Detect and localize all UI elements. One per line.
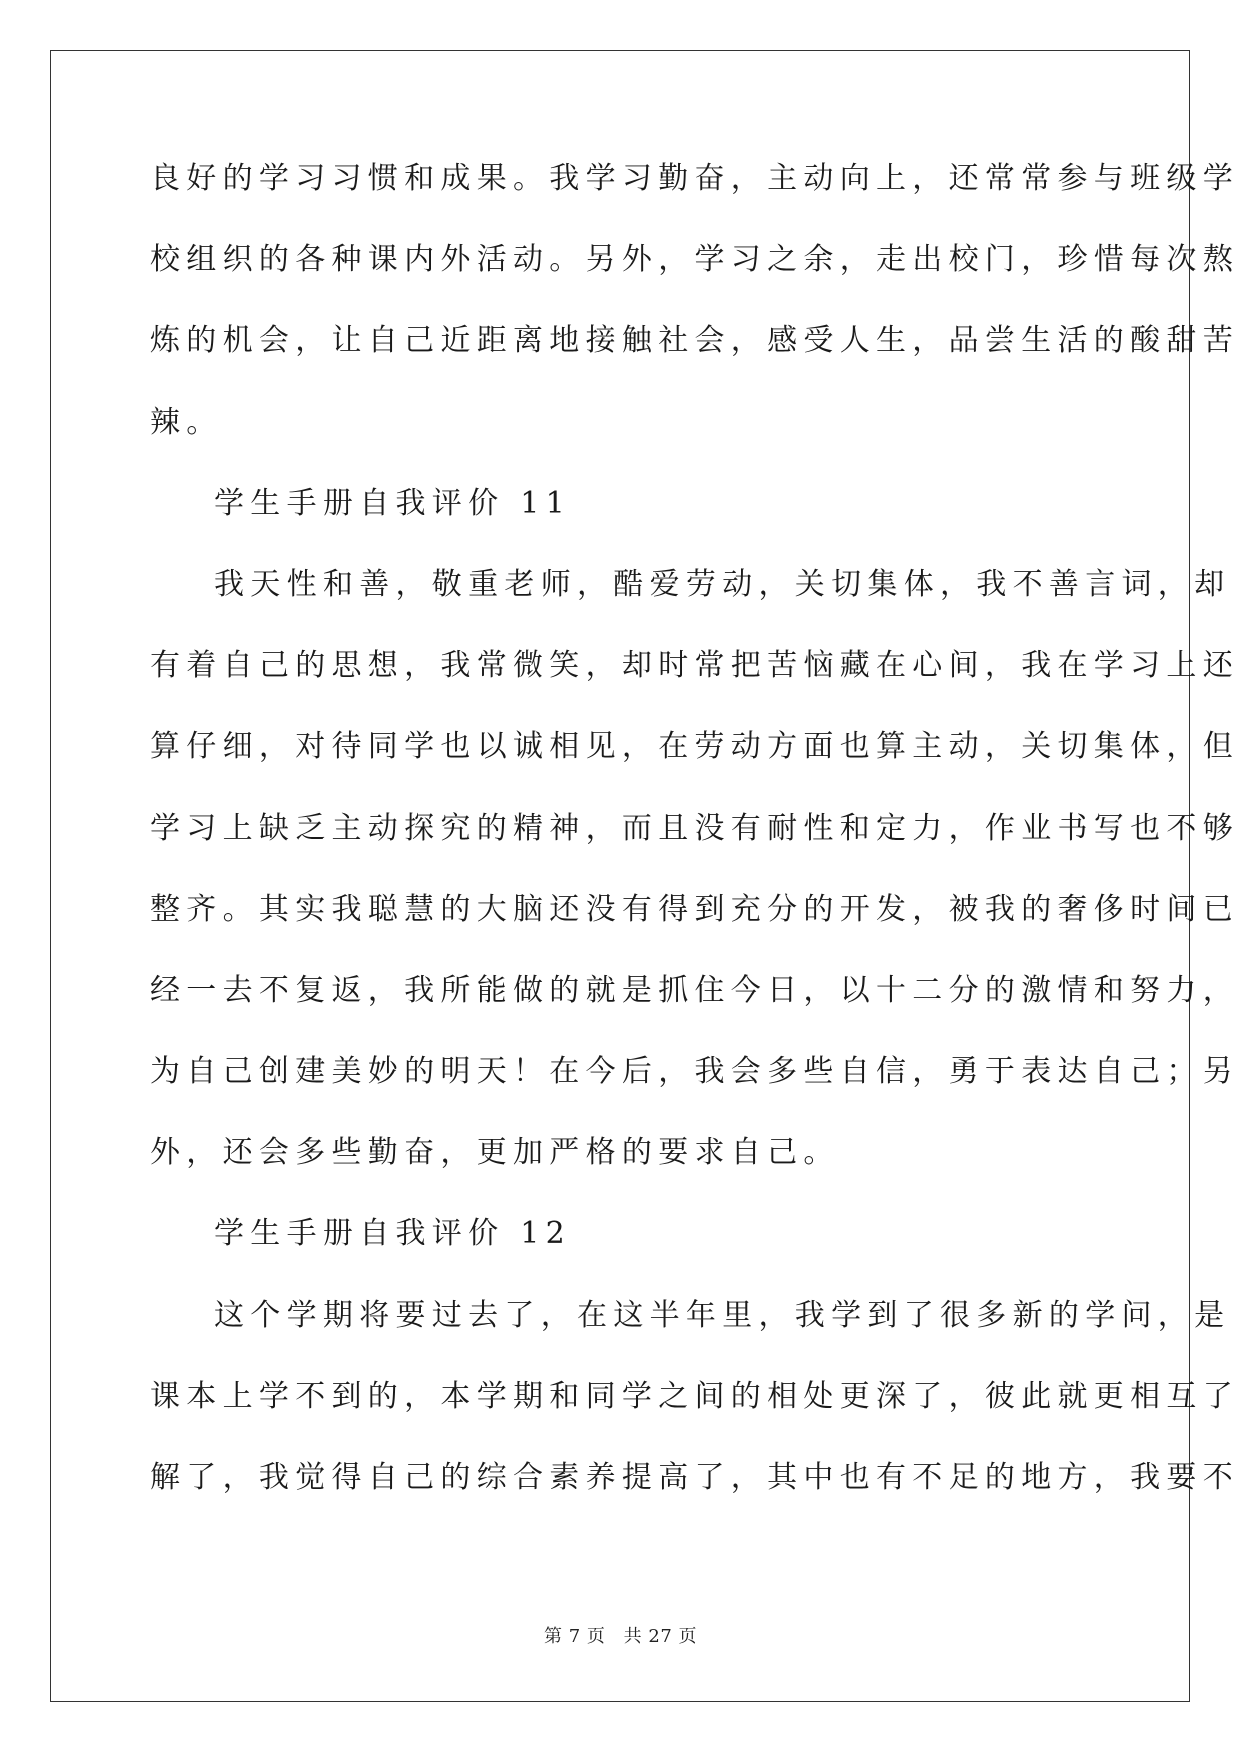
paragraph-line: 整齐。其实我聪慧的大脑还没有得到充分的开发，被我的奢侈时间已 [150,891,1239,927]
page-footer [0,1622,1241,1648]
page-total: 共 27 页 [623,1626,697,1647]
paragraph-line: 学习上缺乏主动探究的精神，而且没有耐性和定力，作业书写也不够 [150,810,1239,846]
paragraph-line: 课本上学不到的，本学期和同学之间的相处更深了，彼此就更相互了 [150,1378,1239,1414]
paragraph-line: 这个学期将要过去了，在这半年里，我学到了很多新的学问，是 [214,1297,1231,1333]
paragraph-line: 经一去不复返，我所能做的就是抓住今日，以十二分的激情和努力， [150,972,1239,1008]
paragraph-line: 有着自己的思想，我常微笑，却时常把苦恼藏在心间，我在学习上还 [150,648,1239,684]
paragraph-line: 为自己创建美妙的明天！在今后，我会多些自信，勇于表达自己；另 [150,1054,1239,1090]
paragraph-line: 辣。 [150,404,223,440]
section-heading-12: 学生手册自我评价 12 [214,1216,572,1252]
section-heading-11: 学生手册自我评价 11 [214,485,572,521]
page-number: 第 7 页 [544,1626,606,1647]
paragraph-line: 我天性和善，敬重老师，酷爱劳动，关切集体，我不善言词，却 [214,566,1231,602]
document-body [150,161,1239,1542]
paragraph-line: 炼的机会，让自己近距离地接触社会，感受人生，品尝生活的酸甜苦 [150,323,1239,359]
paragraph-line: 外，还会多些勤奋，更加严格的要求自己。 [150,1135,840,1171]
paragraph-line: 校组织的各种课内外活动。另外，学习之余，走出校门，珍惜每次熬 [150,242,1239,278]
paragraph-line: 良好的学习习惯和成果。我学习勤奋，主动向上，还常常参与班级学 [150,161,1239,196]
paragraph-line: 解了，我觉得自己的综合素养提高了，其中也有不足的地方，我要不 [150,1460,1239,1495]
paragraph-line: 算仔细，对待同学也以诚相见，在劳动方面也算主动，关切集体，但 [150,729,1239,765]
